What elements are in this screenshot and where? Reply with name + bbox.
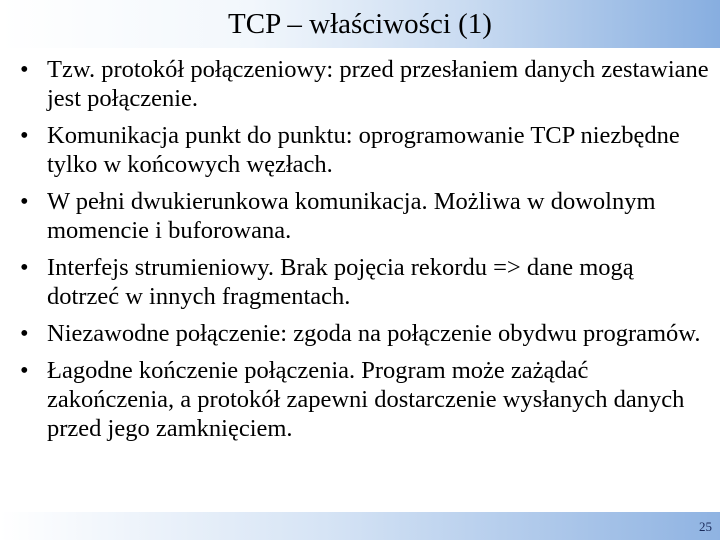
slide-title: TCP – właściwości (1) (228, 8, 492, 40)
bullet-text: Łagodne kończenie połączenia. Program może zażądać zakończenia, a protokół zapewni dostarczenie wysłanych danych przed jego zamknięciem. (47, 357, 685, 442)
bullet-item (20, 187, 710, 245)
footer-bar (0, 512, 720, 540)
slide-number: 25 (699, 519, 712, 534)
bullet-mark: • (20, 56, 29, 83)
bullet-mark: • (20, 320, 29, 347)
bullet-mark: • (20, 254, 29, 281)
bullet-text: Komunikacja punkt do punktu: oprogramowanie TCP niezbędne tylko w końcowych węzłach. (47, 122, 680, 178)
bullet-item (20, 55, 710, 113)
bullet-item (20, 121, 710, 179)
bullet-text: W pełni dwukierunkowa komunikacja. Możliwa w dowolnym momencie i buforowana. (47, 188, 656, 244)
bullet-mark: • (20, 188, 29, 215)
bullet-mark: • (20, 357, 29, 384)
bullet-mark: • (20, 122, 29, 149)
bullet-list (20, 55, 710, 451)
bullet-item (20, 356, 710, 443)
bullet-item (20, 253, 710, 311)
bullet-text: Niezawodne połączenie: zgoda na połączenie obydwu programów. (47, 320, 701, 347)
bullet-text: Tzw. protokół połączeniowy: przed przesłaniem danych zestawiane jest połączenie. (47, 56, 709, 112)
bullet-text: Interfejs strumieniowy. Brak pojęcia rekordu => dane mogą dotrzeć w innych fragmentach. (47, 254, 634, 310)
bullet-item (20, 319, 710, 348)
